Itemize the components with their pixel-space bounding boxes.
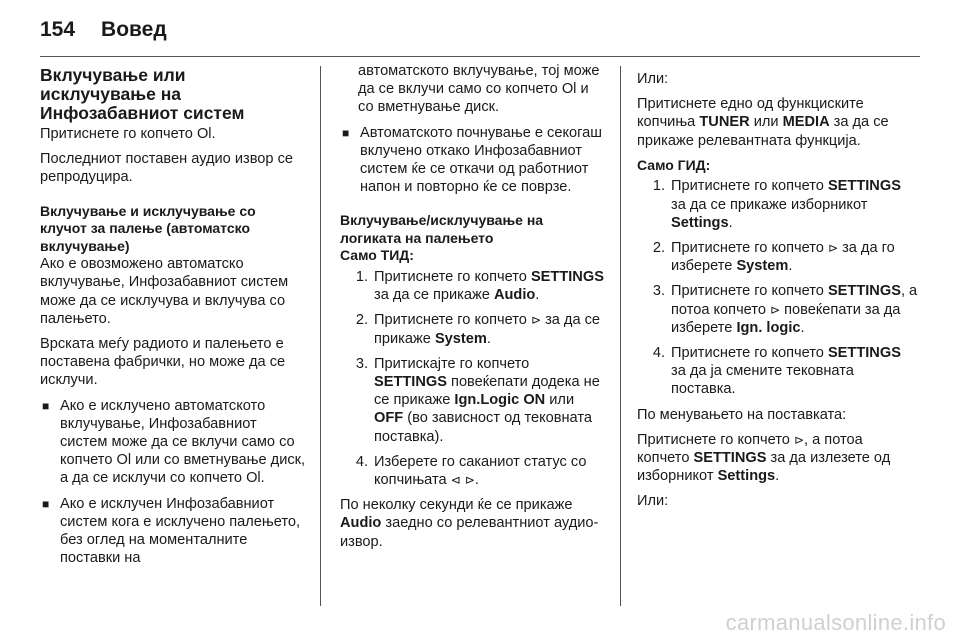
paragraph: Последниот поставен аудио извор се репродуцира. bbox=[40, 151, 293, 186]
list-item: 2. Притиснете го копчето ⊳ за да го изберете System. bbox=[652, 239, 895, 275]
bullet-square-icon: ■ bbox=[42, 496, 50, 511]
paragraph: Или: bbox=[637, 71, 669, 87]
column-divider-2 bbox=[620, 66, 621, 606]
list-item: 4. Изберете го саканиот статус со копчињата ⊲ ⊳. bbox=[355, 453, 587, 488]
bullet-square-icon: ■ bbox=[42, 398, 50, 413]
paragraph: По неколку секунди ќе се прикаже Audio заедно со релевантниот аудио-извор. bbox=[340, 497, 599, 550]
section-heading: Вклучување или исклучување на Инфозабавниот систем bbox=[40, 65, 245, 123]
arrow-left-icon: ⊲ bbox=[450, 472, 461, 487]
arrow-right-icon: ⊳ bbox=[530, 313, 542, 328]
bullet-item: ■ Ако е исклучен Инфозабавниот систем кога е исклучено палењето, без оглед на моменталните поставки на bbox=[42, 495, 301, 567]
paragraph: Врската меѓу радиото и палењето е поставена фабрички, но може да се исклучи. bbox=[40, 335, 286, 389]
watermark: carmanualsonline.info bbox=[725, 610, 946, 635]
list-item: 2. Притиснете го копчето ⊳ за да се прикаже System. bbox=[355, 312, 601, 347]
list-item: 1. Притиснете го копчето SETTINGS за да се прикаже Audio. bbox=[355, 268, 604, 304]
arrow-right-icon: ⊳ bbox=[793, 432, 805, 447]
paragraph: Притиснете го копчето Ol. bbox=[40, 126, 216, 142]
bullet-item: ■ Автоматското почнување е секогаш вклучено откако Инфозабавниот систем ќе се откачи од работниот напон и повторно ќе се поврзе. bbox=[342, 124, 602, 196]
only-label: Само ТИД: bbox=[340, 247, 414, 264]
paragraph: По менувањето на поставката: bbox=[637, 406, 847, 423]
list-item: 3. Притискајте го копчето SETTINGS повеќепати додека не се прикаже Ign.Logic ON или OFF (во зависност од тековната поставка). bbox=[355, 355, 600, 445]
arrow-right-icon: ⊳ bbox=[770, 302, 781, 317]
only-label: Само ГИД: bbox=[637, 156, 711, 173]
page-header bbox=[40, 18, 167, 48]
bullet-item: ■ Ако е исклучено автоматското вклучување, Инфозабавниот систем може да се вклучи само со копчето Ol или со вметнување диск, а да се исклучи со копчето Ol. bbox=[42, 397, 306, 487]
paragraph: Притиснете го копчето ⊳, а потоа копчето SETTINGS за да излезете од изборникот Settings. bbox=[637, 431, 891, 485]
list-item: 4. Притиснете го копчето SETTINGS за да ја смените тековната поставка. bbox=[652, 344, 901, 398]
page-number: 154 bbox=[40, 18, 76, 41]
list-item: 3. Притиснете го копчето SETTINGS, а потоа копчето ⊳ повеќепати за да изберете Ign. logic. bbox=[652, 283, 918, 336]
column-2 bbox=[340, 62, 606, 558]
page-title: Вовед bbox=[101, 18, 167, 41]
sub-heading: Вклучување и исклучување со клучот за палење (автоматско вклучување) bbox=[40, 202, 256, 254]
arrow-right-icon: ⊳ bbox=[827, 240, 839, 255]
list-item: 1. Притиснете го копчето SETTINGS за да се прикаже изборникот Settings. bbox=[652, 178, 901, 231]
bullet-square-icon: ■ bbox=[342, 125, 350, 140]
sub-heading: Вклучување/исклучување на логиката на палењето bbox=[340, 212, 544, 246]
arrow-right-icon: ⊳ bbox=[464, 472, 475, 487]
header-rule bbox=[40, 56, 920, 57]
paragraph: Или: bbox=[637, 493, 669, 510]
paragraph: Притиснете едно од функциските копчиња TUNER или MEDIA за да се прикаже релевантната функција. bbox=[637, 96, 889, 149]
paragraph: Ако е овозможено автоматско вклучување, Инфозабавниот систем може да се исклучува и вклучува со палењето. bbox=[40, 256, 289, 327]
bullet-continuation: автоматското вклучување, тој може да се вклучи само со копчето Ol и со вметнување диск. bbox=[358, 63, 600, 116]
column-3 bbox=[637, 70, 919, 518]
column-divider-1 bbox=[320, 66, 321, 606]
column-1 bbox=[40, 66, 306, 574]
